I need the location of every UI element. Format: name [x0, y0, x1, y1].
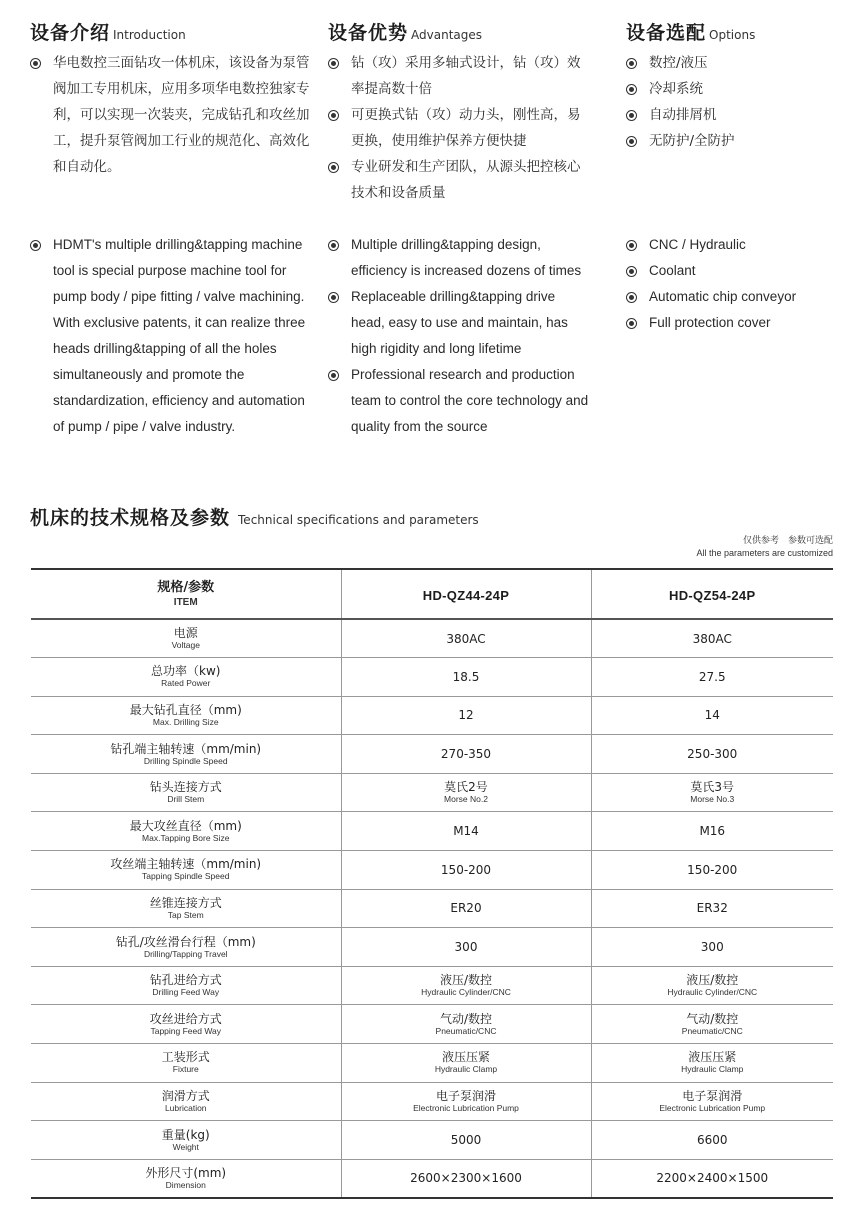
header-item-en: ITEM — [173, 596, 198, 608]
model-b-value-cell: 2200×2400×1500 — [591, 1159, 833, 1198]
list-item: 可更换式钻（攻）动力头，刚性高，易更换，使用维护保养方便快捷 — [328, 102, 590, 154]
param-name-cell: 钻孔进给方式 Drilling Feed Way — [31, 966, 341, 1005]
list-item: Multiple drilling&tapping design, efficiency is increased dozens of times — [328, 232, 590, 284]
options-cn-list — [626, 50, 851, 250]
model-b-value-cell: 300 — [591, 928, 833, 967]
bullet-icon — [328, 370, 339, 381]
list-item: 数控/液压 — [626, 50, 851, 76]
options-title-en: Options — [709, 28, 756, 42]
param-name-cell: 钻孔端主轴转速（mm/min) Drilling Spindle Speed — [31, 735, 341, 774]
list-item: Automatic chip conveyor — [626, 284, 796, 310]
bullet-icon — [626, 318, 637, 329]
model-a-value-cell: 气动/数控 Pneumatic/CNC — [341, 1005, 591, 1044]
introduction-title-en: Introduction — [113, 28, 186, 42]
specs-table — [31, 568, 833, 1199]
options-en-list — [626, 232, 796, 336]
list-item: 专业研发和生产团队，从源头把控核心技术和设备质量 — [328, 154, 590, 206]
bullet-icon — [626, 58, 637, 69]
model-b-value-cell: M16 — [591, 812, 833, 851]
advantages-title-en: Advantages — [411, 28, 483, 42]
table-row — [31, 658, 833, 697]
list-item: 自动排屑机 — [626, 102, 851, 128]
list-item: 钻（攻）采用多轴式设计，钻（攻）效率提高数十倍 — [328, 50, 590, 102]
table-row — [31, 851, 833, 890]
introduction-heading — [30, 18, 310, 50]
list-item: 冷却系统 — [626, 76, 851, 102]
introduction-cn-list — [30, 50, 310, 250]
advantages-en-list — [328, 232, 590, 440]
param-name-cell: 润滑方式 Lubrication — [31, 1082, 341, 1121]
options-heading — [626, 18, 851, 50]
bullet-icon — [30, 58, 41, 69]
model-a-value-cell: 12 — [341, 696, 591, 735]
model-b-value-cell: 250-300 — [591, 735, 833, 774]
param-name-cell: 总功率（kw) Rated Power — [31, 658, 341, 697]
advantages-title-cn: 设备优势 — [328, 22, 409, 44]
table-row — [31, 928, 833, 967]
specs-note — [696, 534, 833, 560]
bullet-icon — [30, 240, 41, 251]
bullet-icon — [626, 84, 637, 95]
advantages-section — [328, 18, 590, 434]
model-b-value-cell: 380AC — [591, 619, 833, 658]
options-section — [626, 18, 851, 330]
table-row — [31, 1044, 833, 1083]
bullet-icon — [328, 162, 339, 173]
specs-title-cn: 机床的技术规格及参数 — [30, 507, 231, 529]
table-row — [31, 1005, 833, 1044]
table-row — [31, 1121, 833, 1160]
model-a-value-cell: 380AC — [341, 619, 591, 658]
model-b-value-cell: 14 — [591, 696, 833, 735]
specs-note-en: All the parameters are customized — [696, 548, 833, 558]
table-header-row — [31, 569, 833, 619]
model-b-value-cell: 液压压紧 Hydraulic Clamp — [591, 1044, 833, 1083]
bullet-icon — [626, 240, 637, 251]
model-a-value-cell: 300 — [341, 928, 591, 967]
model-a-value-cell: M14 — [341, 812, 591, 851]
list-item: Full protection cover — [626, 310, 796, 336]
param-name-cell: 外形尺寸(mm) Dimension — [31, 1159, 341, 1198]
list-item: CNC / Hydraulic — [626, 232, 796, 258]
model-b-value-cell: 液压/数控 Hydraulic Cylinder/CNC — [591, 966, 833, 1005]
param-name-cell: 最大攻丝直径（mm) Max.Tapping Bore Size — [31, 812, 341, 851]
param-name-cell: 电源 Voltage — [31, 619, 341, 658]
bullet-icon — [626, 110, 637, 121]
table-row — [31, 812, 833, 851]
model-a-value-cell: 液压压紧 Hydraulic Clamp — [341, 1044, 591, 1083]
model-b-value-cell: 电子泵润滑 Electronic Lubrication Pump — [591, 1082, 833, 1121]
introduction-en-list — [30, 232, 310, 440]
list-item: Coolant — [626, 258, 796, 284]
model-a-value-cell: 液压/数控 Hydraulic Cylinder/CNC — [341, 966, 591, 1005]
bullet-icon — [626, 292, 637, 303]
bullet-icon — [328, 110, 339, 121]
specs-note-cn: 仅供参考 参数可选配 — [742, 535, 833, 545]
model-a-value-cell: 5000 — [341, 1121, 591, 1160]
table-row — [31, 1159, 833, 1198]
header-model-b: HD-QZ54-24P — [591, 569, 833, 619]
list-item: 无防护/全防护 — [626, 128, 851, 154]
table-row — [31, 773, 833, 812]
param-name-cell: 丝锥连接方式 Tap Stem — [31, 889, 341, 928]
table-row — [31, 1082, 833, 1121]
list-item: HDMT's multiple drilling&tapping machine tool is special purpose machine tool for pump body / pipe fitting / valve machining. With exclusive patents, it can realize three heads drilling&tapping of all the holes simultaneously and promote the standardization, efficiency and automation of pump / pipe / valve industry. — [30, 232, 310, 440]
introduction-title-cn: 设备介绍 — [30, 22, 111, 44]
header-model-a: HD-QZ44-24P — [341, 569, 591, 619]
model-b-value-cell: 150-200 — [591, 851, 833, 890]
introduction-section — [30, 18, 310, 434]
bullet-icon — [328, 292, 339, 303]
table-row — [31, 619, 833, 658]
model-b-value-cell: ER32 — [591, 889, 833, 928]
table-row — [31, 735, 833, 774]
options-title-cn: 设备选配 — [626, 22, 707, 44]
bullet-icon — [328, 240, 339, 251]
param-name-cell: 攻丝端主轴转速（mm/min) Tapping Spindle Speed — [31, 851, 341, 890]
param-name-cell: 钻孔/攻丝滑台行程（mm) Drilling/Tapping Travel — [31, 928, 341, 967]
advantages-cn-list — [328, 50, 590, 250]
param-name-cell: 钻头连接方式 Drill Stem — [31, 773, 341, 812]
table-row — [31, 966, 833, 1005]
specs-heading — [30, 503, 479, 530]
header-item-cn: 规格/参数 — [157, 579, 215, 595]
table-row — [31, 696, 833, 735]
model-a-value-cell: 电子泵润滑 Electronic Lubrication Pump — [341, 1082, 591, 1121]
advantages-heading — [328, 18, 590, 50]
model-b-value-cell: 气动/数控 Pneumatic/CNC — [591, 1005, 833, 1044]
model-a-value-cell: 18.5 — [341, 658, 591, 697]
model-a-value-cell: 莫氏2号 Morse No.2 — [341, 773, 591, 812]
model-b-value-cell: 27.5 — [591, 658, 833, 697]
param-name-cell: 攻丝进给方式 Tapping Feed Way — [31, 1005, 341, 1044]
bullet-icon — [626, 136, 637, 147]
param-name-cell: 重量(kg) Weight — [31, 1121, 341, 1160]
header-item-cell — [31, 569, 341, 619]
list-item: Replaceable drilling&tapping drive head, easy to use and maintain, has high rigidity and long lifetime — [328, 284, 590, 362]
list-item: 华电数控三面钻攻一体机床，该设备为泵管阀加工专用机床，应用多项华电数控独家专利，可以实现一次装夹，完成钻孔和攻丝加工，提升泵管阀加工行业的规范化、高效化和自动化。 — [30, 50, 310, 180]
model-a-value-cell: 2600×2300×1600 — [341, 1159, 591, 1198]
bullet-icon — [328, 58, 339, 69]
model-a-value-cell: ER20 — [341, 889, 591, 928]
param-name-cell: 最大钻孔直径（mm) Max. Drilling Size — [31, 696, 341, 735]
model-b-value-cell: 6600 — [591, 1121, 833, 1160]
model-a-value-cell: 150-200 — [341, 851, 591, 890]
model-a-value-cell: 270-350 — [341, 735, 591, 774]
model-b-value-cell: 莫氏3号 Morse No.3 — [591, 773, 833, 812]
table-row — [31, 889, 833, 928]
specs-title-en: Technical specifications and parameters — [238, 513, 479, 527]
list-item: Professional research and production team to control the core technology and quality from the source — [328, 362, 590, 440]
param-name-cell: 工装形式 Fixture — [31, 1044, 341, 1083]
bullet-icon — [626, 266, 637, 277]
